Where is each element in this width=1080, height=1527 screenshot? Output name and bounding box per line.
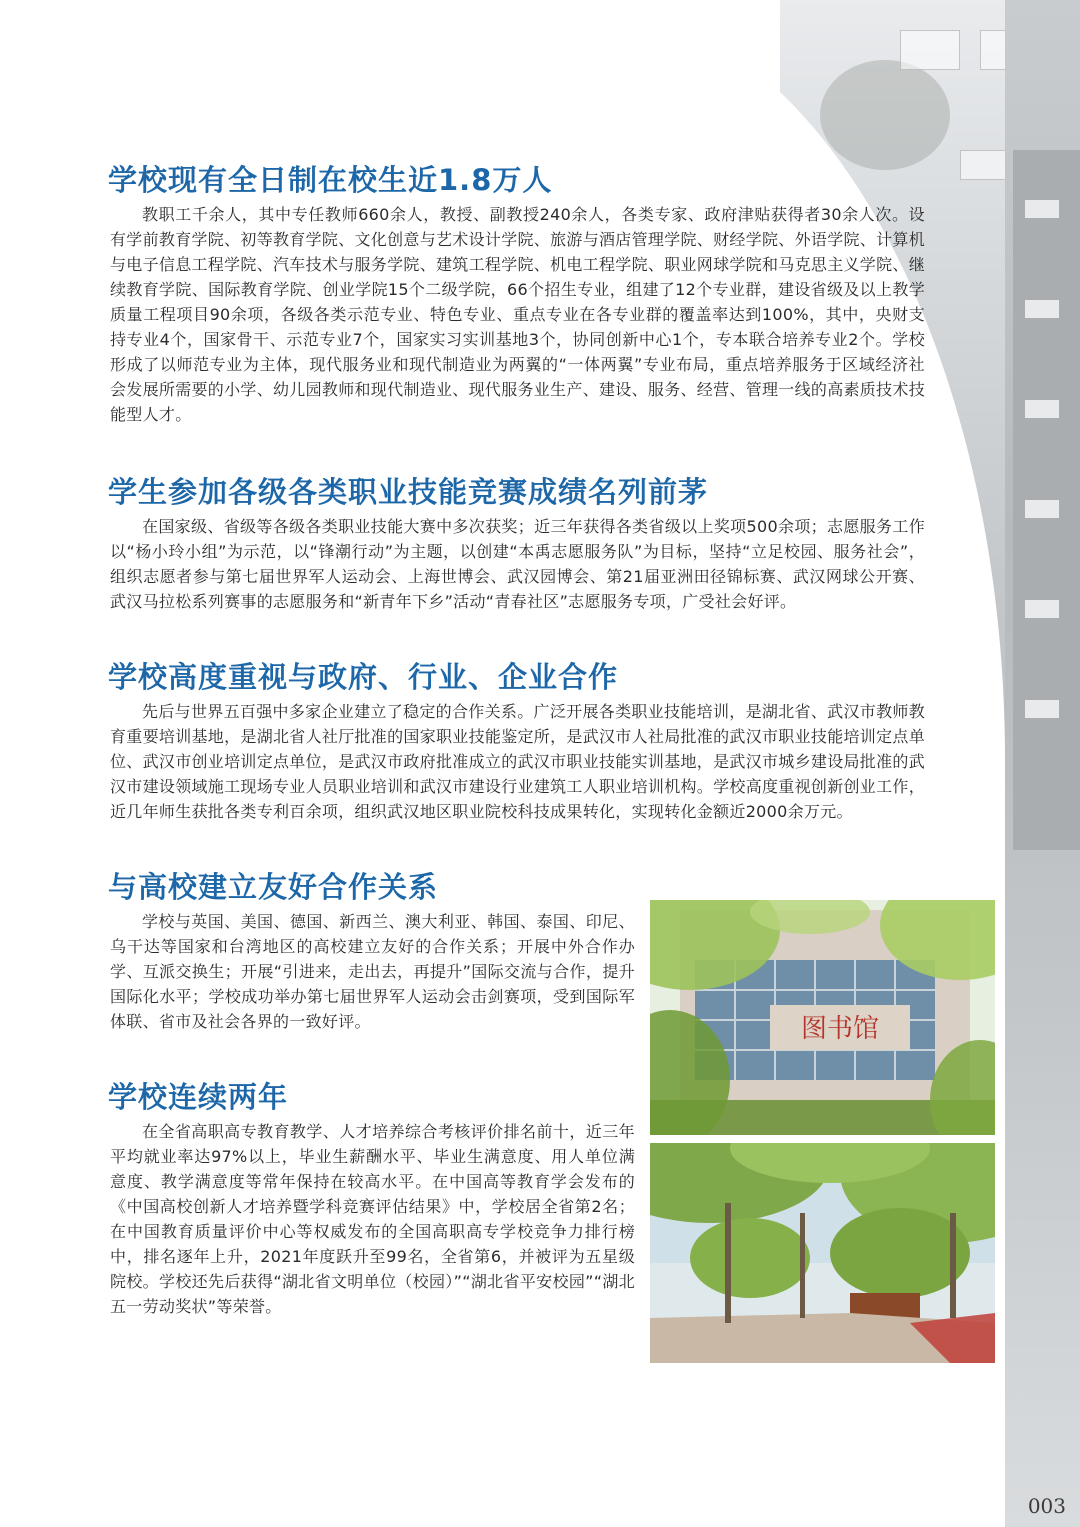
section-competitions — [110, 474, 925, 614]
library-sign-text: 图书馆 — [800, 1014, 880, 1044]
section-body: 学校与英国、美国、德国、新西兰、澳大利亚、韩国、泰国、印尼、乌干达等国家和台湾地区的高校建立友好的合作关系；开展中外合作办学、互派交换生；开展“引进来，走出去，再提升”国际交流与合作，提升国际化水平；学校成功举办第七届世界军人运动会击剑赛项，受到国际军体联、省市及社会各界的一致好评。 — [110, 912, 635, 1031]
section-body: 教职工千余人，其中专任教师660余人，教授、副教授240余人，各类专家、政府津贴获得者30余人次。设有学前教育学院、初等教育学院、文化创意与艺术设计学院、旅游与酒店管理学院、财经学院、外语学院、计算机与电子信息工程学院、汽车技术与服务学院、建筑工程学院、机电工程学院、职业网球学院和马克思主义学院、继续教育学院、国际教育学院、创业学院15个二级学院，66个招生专业，组建了12个专业群，建设省级及以上教学质量工程项目90余项，各级各类示范专业、特色专业、重点专业在各专业群的覆盖率达到100%，其中，央财支持专业4个，国家骨干、示范专业7个，国家实习实训基地3个，协同创新中心1个，专本联合培养专业2个。学校形成了以师范专业为主体，现代服务业和现代制造业为两翼的“一体两翼”专业布局，重点培养服务于区域经济社会发展所需要的小学、幼儿园教师和现代制造业、现代服务业生产、建设、服务、经营、管理一线的高素质技术技能型人才。 — [110, 205, 926, 424]
right-edge-strip — [1005, 0, 1080, 1527]
section-rankings — [110, 1079, 635, 1319]
page-number: 003 — [1027, 1494, 1066, 1518]
section-title: 学校连续两年 — [108, 1080, 289, 1114]
campus-path-photo — [650, 1143, 995, 1363]
section-enrollment — [110, 162, 925, 427]
section-cooperation — [110, 659, 925, 824]
section-title: 学生参加各级各类职业技能竞赛成绩名列前茅 — [108, 475, 709, 509]
section-title: 与高校建立友好合作关系 — [108, 870, 439, 904]
section-body: 先后与世界五百强中多家企业建立了稳定的合作关系。广泛开展各类职业技能培训，是湖北省、武汉市教师教育重要培训基地，是湖北省人社厅批准的国家职业技能鉴定所，是武汉市人社局批准的武汉市职业技能培训定点单位、武汉市创业培训定点单位，是武汉市政府批准成立的武汉市职业技能实训基地，是武汉市城乡建设局批准的武汉市建设领域施工现场专业人员职业培训和武汉市建设行业建筑工人职业培训机构。学校高度重视创新创业工作，近几年师生获批各类专利百余项，组织武汉地区职业院校科技成果转化，实现转化金额近2000余万元。 — [110, 702, 926, 821]
section-international — [110, 869, 635, 1034]
section-title: 学校高度重视与政府、行业、企业合作 — [108, 660, 619, 694]
section-body: 在国家级、省级等各级各类职业技能大赛中多次获奖；近三年获得各类省级以上奖项500余项；志愿服务工作以“杨小玲小组”为示范，以“锋潮行动”为主题，以创建“本禹志愿服务队”为目标，坚持“立足校园、服务社会”，组织志愿者参与第七届世界军人运动会、上海世博会、武汉园博会、第21届亚洲田径锦标赛、武汉网球公开赛、武汉马拉松系列赛事的志愿服务和“新青年下乡”活动“青春社区”志愿服务专项，广受社会好评。 — [110, 517, 925, 611]
section-title: 学校现有全日制在校生近1.8万人 — [108, 163, 553, 197]
section-body: 在全省高职高专教育教学、人才培养综合考核评价排名前十，近三年平均就业率达97%以上，毕业生薪酬水平、毕业生满意度、用人单位满意度、教学满意度等常年保持在较高水平。在中国高等教育学会发布的《中国高校创新人才培养暨学科竞赛评估结果》中，学校居全省第2名；在中国教育质量评价中心等权威发布的全国高职高专学校竞争力排行榜中，排名逐年上升，2021年度跃升至99名，全省第6，并被评为五星级院校。学校还先后获得“湖北省文明单位（校园）”“湖北省平安校园”“湖北五一劳动奖状”等荣誉。 — [110, 1122, 635, 1316]
library-photo — [650, 900, 995, 1135]
